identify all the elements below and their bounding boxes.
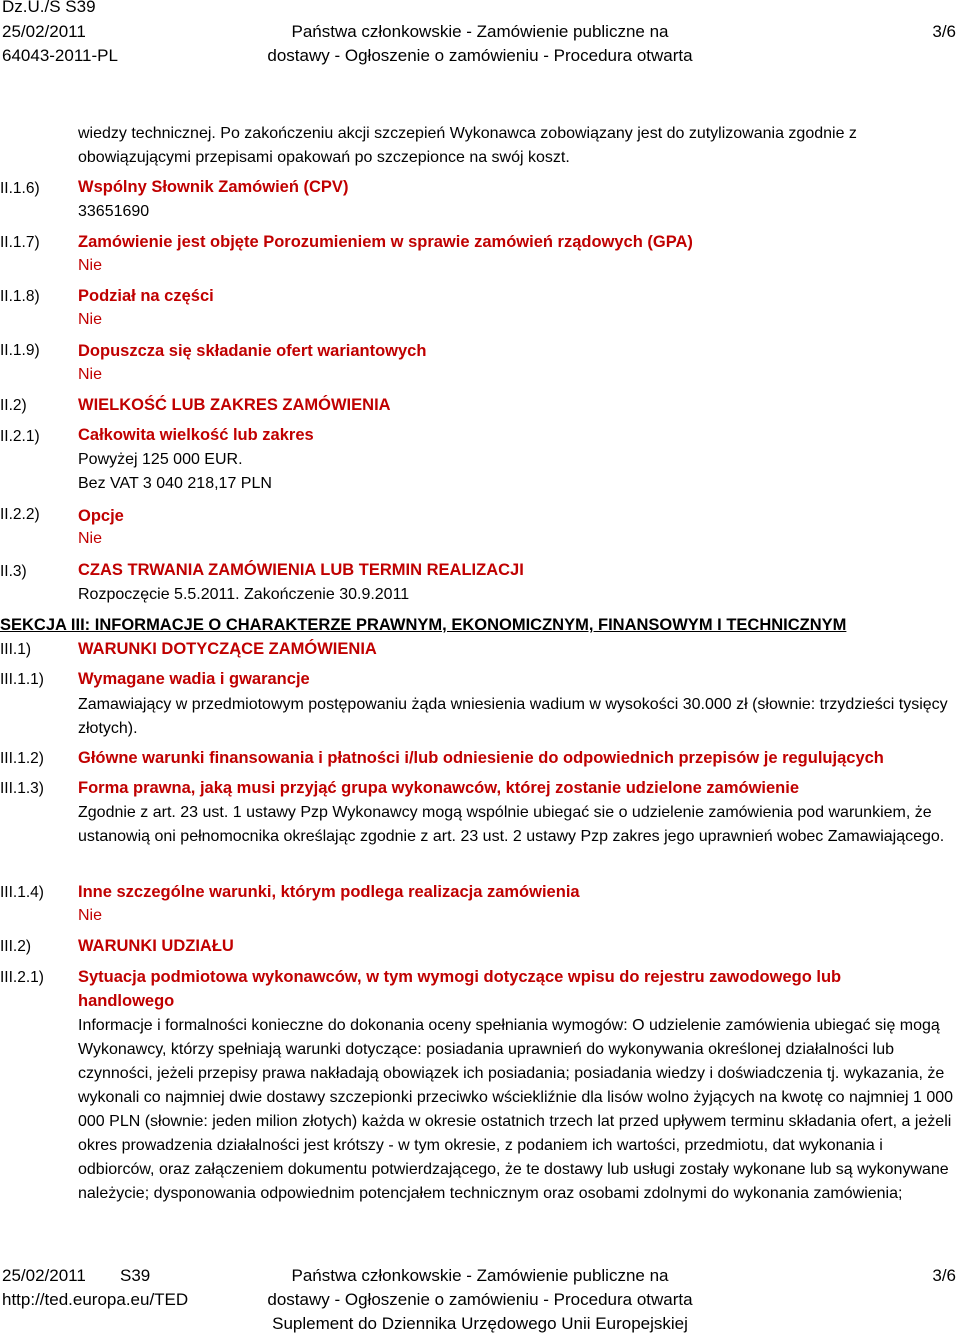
section-title-lots: Podział na części bbox=[78, 287, 214, 305]
cpv-code: 33651690 bbox=[78, 203, 150, 220]
other-conditions-value: Nie bbox=[78, 907, 103, 924]
header-date: 25/02/2011 bbox=[2, 22, 86, 41]
header-title-line2: dostawy - Ogłoszenie o zamówieniu - Procedura otwarta bbox=[267, 46, 693, 65]
section-title-quantity: WIELKOŚĆ LUB ZAKRES ZAMÓWIENIA bbox=[78, 396, 391, 414]
section-title-conditions: WARUNKI DOTYCZĄCE ZAMÓWIENIA bbox=[78, 640, 377, 658]
personal-situation-text: Informacje i formalności konieczne do dokonania oceny spełniania wymogów: O udzielenie zamówienia ubiegać się mogą Wykonawcy, którzy spełniają warunki dotyczące: posiadania uprawnień do wykonywania określonej działalności lub czynności, jeżeli przepisy prawa nakładają obowiązek ich posiadania; posiadania wiedzy i doświadczenia tj. wykazania, że wykonali co najmniej dwie dostawy szczepionki przeciwko wściekliźnie dla lisów wolno żyjących na kwotę co najmniej 1 000 000 PLN (słownie: jeden milion złotych) każda w okresie ostatnich trzech lat przed upływem terminu składania ofert, a jeżeli okres prowadzenia działalności jest krótszy - w tym okresie, z podaniem ich wartości, przedmiotu, dat wykonania i odbiorców, oraz załączeniem dokumentu potwierdzającego, że te dostawy lub usługi zostały wykonane lub są wykonywane należycie; dysponowania odpowiednim potencjałem technicznym oraz osobami zdolnymi do wykonania zamówienia; bbox=[78, 1017, 954, 1202]
section-number: III.1.2) bbox=[0, 750, 44, 767]
legal-form-text: Zgodnie z art. 23 ust. 1 ustawy Pzp Wykonawcy mogą wspólnie ubiegać sie o udzielenie zamówienia pod warunkiem, że ustanowią oni pełnomocnika określając zgodnie z art. 23 ust. 2 ustawy Pzp zakres jego uprawnień wobec Zamawiającego. bbox=[78, 804, 945, 845]
section-number: III.1.1) bbox=[0, 671, 44, 688]
section-number: II.1.7) bbox=[0, 234, 40, 251]
gpa-value: Nie bbox=[78, 257, 103, 274]
lots-value: Nie bbox=[78, 311, 103, 328]
section-title-personal-situation: Sytuacja podmiotowa wykonawców, w tym wymogi dotyczące wpisu do rejestru zawodowego lub bbox=[78, 968, 842, 986]
footer-title-line1: Państwa członkowskie - Zamówienie publiczne na bbox=[291, 1266, 669, 1285]
section-title-financing: Główne warunki finansowania i płatności i/lub odniesienie do odpowiednich przepisów je regulujących bbox=[78, 749, 884, 767]
variants-value: Nie bbox=[78, 366, 103, 383]
section-title-options: Opcje bbox=[78, 507, 124, 525]
options-value: Nie bbox=[78, 530, 103, 547]
duration-value: Rozpoczęcie 5.5.2011. Zakończenie 30.9.2011 bbox=[78, 586, 410, 603]
section-number: II.2) bbox=[0, 397, 27, 414]
section-number: III.2.1) bbox=[0, 969, 44, 986]
section-number: III.2) bbox=[0, 938, 32, 955]
section-number: III.1) bbox=[0, 641, 32, 658]
section-number: II.2.2) bbox=[0, 506, 40, 523]
footer-title-line2: dostawy - Ogłoszenie o zamówieniu - Procedura otwarta bbox=[267, 1290, 693, 1309]
section-number: II.1.6) bbox=[0, 180, 40, 197]
journal-ref: Dz.U./S S39 bbox=[2, 0, 96, 16]
section-title-total-quantity: Całkowita wielkość lub zakres bbox=[78, 426, 314, 444]
footer-page-number: 3/6 bbox=[932, 1266, 956, 1285]
section-title-personal-situation-cont: handlowego bbox=[78, 992, 175, 1010]
header-page-number: 3/6 bbox=[932, 22, 956, 41]
footer-date: 25/02/2011 bbox=[2, 1266, 86, 1285]
total-value-pln: Bez VAT 3 040 218,17 PLN bbox=[78, 475, 272, 492]
section-title-gpa: Zamówienie jest objęte Porozumieniem w sprawie zamówień rządowych (GPA) bbox=[78, 233, 693, 251]
footer-supplement: Suplement do Dziennika Urzędowego Unii Europejskiej bbox=[272, 1314, 688, 1333]
section-title-deposits: Wymagane wadia i gwarancje bbox=[78, 670, 310, 688]
deposits-text: Zamawiający w przedmiotowym postępowaniu żąda wniesienia wadium w wysokości 30.000 zł (słownie: trzydzieści tysięcy złotych). bbox=[78, 696, 948, 737]
section-title-other-conditions: Inne szczególne warunki, którym podlega realizacja zamówienia bbox=[78, 883, 580, 901]
section-number: II.1.9) bbox=[0, 342, 40, 359]
header-title-line1: Państwa członkowskie - Zamówienie publiczne na bbox=[291, 22, 669, 41]
section-title-legal-form: Forma prawna, jaką musi przyjąć grupa wykonawców, której zostanie udzielone zamówienie bbox=[78, 779, 800, 797]
section-number: II.1.8) bbox=[0, 288, 40, 305]
section-title-participation: WARUNKI UDZIAŁU bbox=[78, 937, 234, 955]
intro-line-2: obowiązującymi przepisami opakowań po szczepionce na swój koszt. bbox=[78, 149, 570, 166]
footer-url[interactable]: http://ted.europa.eu/TED bbox=[2, 1290, 189, 1309]
section-number: II.3) bbox=[0, 563, 27, 580]
total-value-eur: Powyżej 125 000 EUR. bbox=[78, 451, 243, 468]
section-number: II.2.1) bbox=[0, 428, 40, 445]
section-number: III.1.4) bbox=[0, 884, 44, 901]
section-3-heading: SEKCJA III: INFORMACJE O CHARAKTERZE PRAWNYM, EKONOMICZNYM, FINANSOWYM I TECHNICZNYM bbox=[0, 616, 847, 634]
section-title-variants: Dopuszcza się składanie ofert wariantowych bbox=[78, 342, 427, 360]
notice-number: 64043-2011-PL bbox=[2, 46, 118, 65]
section-number: III.1.3) bbox=[0, 780, 44, 797]
intro-line-1: wiedzy technicznej. Po zakończeniu akcji szczepień Wykonawca zobowiązany jest do zutylizowania zgodnie z bbox=[78, 125, 857, 142]
footer-series: S39 bbox=[120, 1266, 151, 1285]
section-title-cpv: Wspólny Słownik Zamówień (CPV) bbox=[78, 178, 349, 196]
section-title-duration: CZAS TRWANIA ZAMÓWIENIA LUB TERMIN REALIZACJI bbox=[78, 561, 524, 579]
